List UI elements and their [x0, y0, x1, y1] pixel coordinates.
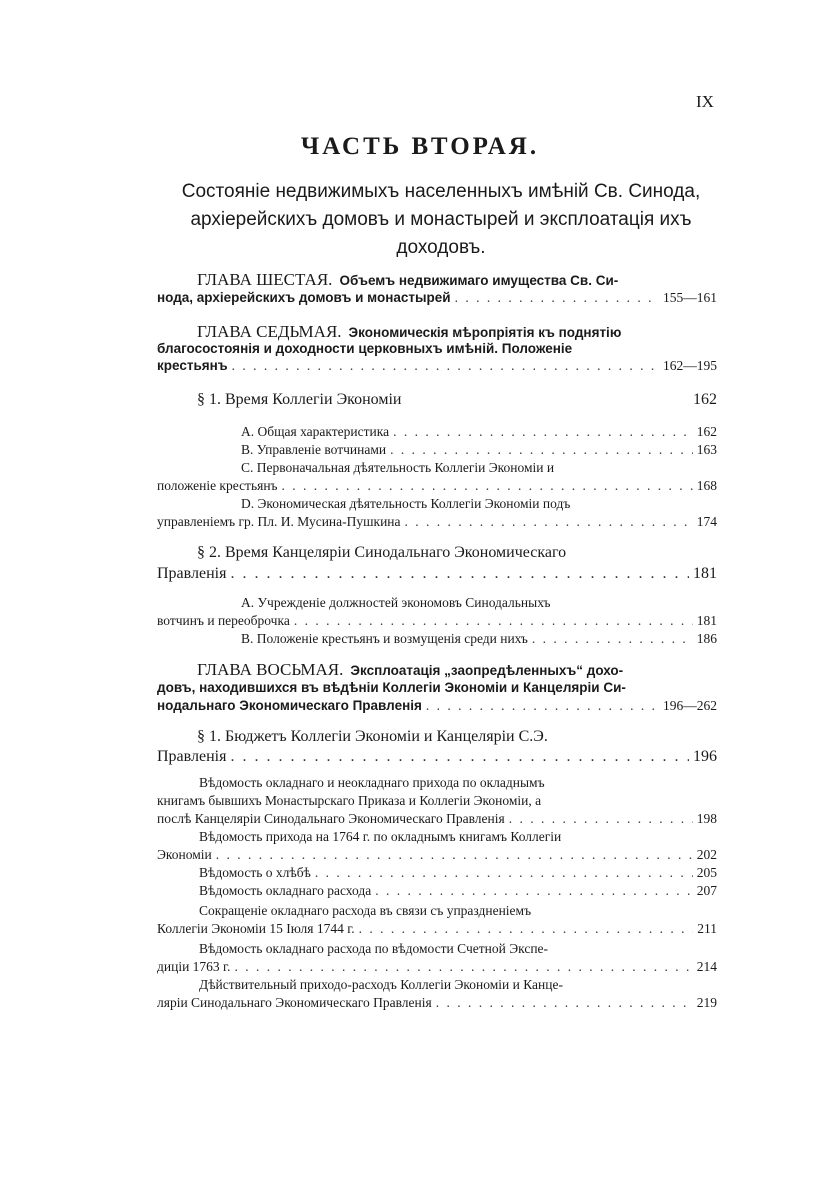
item-8-1-3: Вѣдомость о хлѣбѣ . . . 205	[157, 865, 717, 885]
item-8-1-2: Вѣдомость прихода на 1764 г. по окладнымъ книгамъ Коллегіи	[199, 829, 562, 844]
item-7-1-d: D. Экономическая дѣятельность Коллегіи Экономіи подъ	[241, 496, 571, 511]
chapter-7-entry: крестьянъ . . . 162—195	[157, 358, 717, 378]
item-7-1-b: B. Управленіе вотчинами . . . 163	[157, 442, 717, 462]
dot-leader	[315, 865, 693, 881]
dot-leader	[282, 478, 693, 494]
item-7-1-c-cont: положеніе крестьянъ . . . 168	[157, 478, 717, 498]
page-ref: 162—195	[663, 358, 717, 373]
page-ref: 198	[696, 811, 717, 826]
item-8-1-1-end: послѣ Канцеляріи Синодальнаго Экономическаго Правленія . . . 198	[157, 811, 717, 831]
page-ref: 211	[697, 921, 717, 936]
page-ref: 163	[696, 442, 717, 457]
item-8-1-1-cont: книгамъ бывшихъ Монастырскаго Приказа и Коллегіи Экономіи, а	[157, 793, 542, 808]
page-ref: 186	[696, 631, 717, 646]
item-8-1-7: Дѣйствительный приходо-расходъ Коллегіи Экономіи и Канце-	[199, 977, 563, 992]
page-ref: 207	[696, 883, 717, 898]
section-8-1-cont: Правленія . . . 196	[157, 748, 717, 768]
item-8-1-6: Вѣдомость окладнаго расхода по вѣдомости Счетной Экспе-	[199, 941, 549, 956]
dot-leader	[230, 565, 689, 583]
dot-leader	[375, 883, 693, 899]
dot-leader	[359, 921, 694, 937]
dot-leader	[294, 613, 693, 629]
page-ref: 202	[696, 847, 717, 862]
chapter-6-heading: ГЛАВА ШЕСТАЯ. Объемъ недвижимаго имущества Св. Си-	[197, 270, 619, 289]
item-8-1-7-cont: ляріи Синодальнаго Экономическаго Правленія . . . 219	[157, 995, 717, 1015]
item-7-2-a-cont: вотчинъ и переоброчка . . . 181	[157, 613, 717, 633]
page-ref: 219	[696, 995, 717, 1010]
part-title: ЧАСТЬ ВТОРАЯ.	[300, 133, 540, 160]
page-ref: 168	[696, 478, 717, 493]
page-ref: 174	[696, 514, 717, 529]
page-ref: 181	[693, 565, 717, 582]
item-8-1-5-cont: Коллегіи Экономіи 15 Іюля 1744 г. . . . 211	[157, 921, 717, 941]
section-8-1: § 1. Бюджетъ Коллегіи Экономіи и Канцеляріи С.Э.	[197, 728, 548, 745]
item-7-1-c: C. Первоначальная дѣятельность Коллегіи Экономіи и	[241, 460, 555, 475]
page-ref: 162	[693, 391, 717, 408]
dot-leader	[234, 959, 692, 975]
dot-leader	[230, 748, 689, 766]
dot-leader	[532, 631, 693, 647]
page-ref: 155—161	[663, 290, 717, 305]
section-7-2-cont: Правленія . . . 181	[157, 565, 717, 585]
chapter-7-label: ГЛАВА СЕДЬМАЯ.	[197, 322, 342, 341]
item-8-1-5: Сокращеніе окладнаго расхода въ связи съ упраздненіемъ	[199, 903, 532, 918]
page-ref: 162	[696, 424, 717, 439]
dot-leader	[426, 698, 659, 714]
chapter-8-entry: нодальнаго Экономическаго Правленія . . . 196—262	[157, 698, 717, 718]
item-8-1-4: Вѣдомость окладнаго расхода . . . 207	[157, 883, 717, 903]
dot-leader	[455, 290, 659, 306]
item-8-1-2-cont: Экономіи . . . 202	[157, 847, 717, 867]
chapter-6-entry: нода, архіерейскихъ домовъ и монастырей . . . 155—161	[157, 290, 717, 310]
page-ref: 214	[696, 959, 717, 974]
dot-leader	[436, 995, 693, 1011]
part-subtitle: Состояніе недвижимыхъ населенныхъ имѣній Св. Синода, архіерейскихъ домовъ и монастырей и эксплоатація ихъ доходовъ.	[181, 181, 701, 258]
dot-leader	[405, 514, 693, 530]
item-7-2-b: B. Положеніе крестьянъ и возмущенія среди нихъ . . . 186	[157, 631, 717, 651]
item-8-1-6-cont: диціи 1763 г. . . . 214	[157, 959, 717, 979]
dot-leader	[393, 424, 693, 440]
item-7-1-a: A. Общая характеристика . . . 162	[157, 424, 717, 444]
chapter-7-line: благосостоянія и доходности церковныхъ имѣній. Положеніе	[157, 341, 573, 356]
chapter-8-label: ГЛАВА ВОСЬМАЯ.	[197, 660, 344, 679]
chapter-6-label: ГЛАВА ШЕСТАЯ.	[197, 270, 333, 289]
page-number: IX	[696, 92, 714, 111]
item-7-1-d-cont: управленіемъ гр. Пл. И. Мусина-Пушкина . . . 174	[157, 514, 717, 534]
item-8-1-1: Вѣдомость окладнаго и неокладнаго прихода по окладнымъ	[199, 775, 545, 790]
dot-leader	[509, 811, 693, 827]
dot-leader	[390, 442, 693, 458]
section-7-2: § 2. Время Канцеляріи Синодальнаго Экономическаго	[197, 544, 567, 561]
page-ref: 181	[696, 613, 717, 628]
chapter-7-heading: ГЛАВА СЕДЬМАЯ. Экономическія мѣропріятія къ поднятію	[197, 322, 622, 341]
chapter-8-line: довъ, находившихся въ вѣдѣніи Коллегіи Экономіи и Канцеляріи Си-	[157, 680, 626, 695]
chapter-8-heading: ГЛАВА ВОСЬМАЯ. Эксплоатація „заопредѣленныхъ“ дохо-	[197, 660, 624, 679]
dot-leader	[216, 847, 693, 863]
item-7-2-a: A. Учрежденіе должностей экономовъ Синодальныхъ	[241, 595, 551, 610]
page-ref: 196—262	[663, 698, 717, 713]
section-7-1: § 1. Время Коллегіи Экономіи 162	[197, 391, 717, 408]
dot-leader	[232, 358, 659, 374]
page-ref: 205	[696, 865, 717, 880]
page-ref: 196	[693, 748, 717, 765]
